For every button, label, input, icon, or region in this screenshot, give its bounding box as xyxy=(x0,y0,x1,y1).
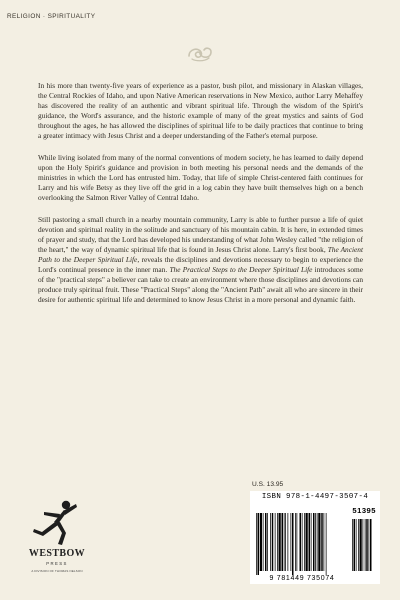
barcode-bar xyxy=(258,513,260,575)
barcode-bar xyxy=(288,513,289,571)
barcode-bar xyxy=(265,513,267,571)
barcode-bar xyxy=(315,513,316,571)
barcode-panel xyxy=(250,491,380,584)
barcode-bar xyxy=(321,513,323,571)
barcode-bar xyxy=(285,513,286,571)
paragraph-3-text-c: introduces some of the "practical steps" a believer can take to create an environment where those disciplines and devotions can produce truly spiritual fruit. These "Practical Steps" along the "Ancient Path" await all who are sincere in their desire for authentic spiritual life and determined to know Jesus Christ in a more personal and dynamic faith. xyxy=(38,265,364,304)
barcode-bar xyxy=(284,513,285,571)
barcode-bar xyxy=(304,513,305,571)
swirl-ornament-icon xyxy=(186,44,214,64)
barcode-bar xyxy=(309,513,311,571)
addon-barcode-bar xyxy=(354,519,356,571)
barcode-bar xyxy=(300,513,302,571)
book-title-ancient-path: The Ancient Path to the Deeper Spiritual Life xyxy=(38,245,363,264)
barcode-bar xyxy=(292,513,294,575)
barcode-bar xyxy=(302,513,303,571)
publisher-tagline: A DIVISION OF THOMAS NELSON xyxy=(31,569,83,573)
paragraph-3-text-b: , reveals the disciplines and devotions necessary to begin to experience the Lord's continual presence in the inner man. xyxy=(38,255,363,274)
barcode-bar xyxy=(277,513,278,571)
description-paragraph-2: While living isolated from many of the normal conventions of modern society, he has learned to daily depend upon the Holy Spirit's guidance and provision in both meeting his personal needs and the demands of the ministries in which the Lord has entrusted him. Today, that life of simple Christ-centered faith continues for Larry and his wife Betsy as they live off the grid in a log cabin they have built themselves high on a bench overlooking the Salmon River Valley of Central Idaho. xyxy=(38,153,363,202)
barcode-bar xyxy=(275,513,276,571)
addon-barcode-bar xyxy=(369,519,370,571)
addon-barcode-bar xyxy=(363,519,364,571)
addon-barcode-bar xyxy=(370,519,372,571)
publisher-sub: PRESS xyxy=(46,561,68,566)
barcode-bar xyxy=(282,513,284,571)
barcode-bar xyxy=(317,513,318,571)
isbn-label: ISBN 978-1-4497-3507-4 xyxy=(261,493,369,501)
barcode-bars xyxy=(254,513,376,575)
barcode-bar xyxy=(306,513,308,571)
publisher-name: WESTBOW xyxy=(28,548,86,559)
barcode-bar xyxy=(313,513,315,571)
addon-barcode-bar xyxy=(366,519,368,571)
barcode-bar xyxy=(267,513,268,571)
addon-barcode-bar xyxy=(365,519,366,571)
barcode-bar xyxy=(260,513,262,571)
barcode-bar xyxy=(270,513,271,571)
barcode-bar xyxy=(272,513,274,571)
ean-digits: 9 781449 735074 xyxy=(269,575,335,582)
book-description xyxy=(38,81,363,317)
addon-barcode-bar xyxy=(356,519,357,571)
barcode-bar xyxy=(311,513,312,571)
addon-barcode-bar xyxy=(352,519,353,571)
barcode-bar xyxy=(326,513,327,575)
barcode-bar xyxy=(324,513,325,571)
category-label: RELIGION · SPIRITUALITY xyxy=(7,13,96,20)
barcode-bar xyxy=(279,513,281,571)
barcode-bar xyxy=(291,513,292,571)
price-label: U.S. 13.95 xyxy=(252,481,284,488)
paragraph-3-text-a: Still pastoring a small church in a nearby mountain community, Larry is able to further pursue a life of quiet devotion and spiritual reality in the solitude and sanctuary of his mountain cabin. It is here, in extended times of prayer and study, that the Lord has developed his understanding of what John Wesley called "the religion of the heart," the way of dynamic spiritual life that is found in Jesus Christ alone. Larry's first book, xyxy=(38,215,363,254)
price-code: 51395 xyxy=(352,506,376,515)
barcode-bar xyxy=(256,513,257,575)
book-title-practical-steps: The Practical Steps to the Deeper Spiritual Life xyxy=(169,265,313,274)
runner-figure-icon xyxy=(32,498,82,546)
barcode-bar xyxy=(297,513,298,571)
barcode-bar xyxy=(263,513,264,571)
addon-barcode-bar xyxy=(358,519,359,571)
description-paragraph-1: In his more than twenty-five years of experience as a pastor, bush pilot, and missionary in Alaskan villages, the Central Rockies of Idaho, and upon Native American reservations in New Mexico, author Larry Mehaffey has discovered the reality of an authentic and vibrant spiritual life. Through the wisdom of the Spirit's guidance, the Word's assurance, and the historic example of many of the great mystics and saints of God throughout the ages, he has allowed the disciplines of spiritual life to be daily practices that continue to bring a greater intimacy with Jesus Christ and a deeper understanding of the Father's eternal purpose. xyxy=(38,81,363,140)
addon-barcode-bar xyxy=(360,519,362,571)
barcode-bar xyxy=(295,513,296,571)
barcode-bar xyxy=(318,513,320,571)
description-paragraph-3 xyxy=(38,215,363,305)
